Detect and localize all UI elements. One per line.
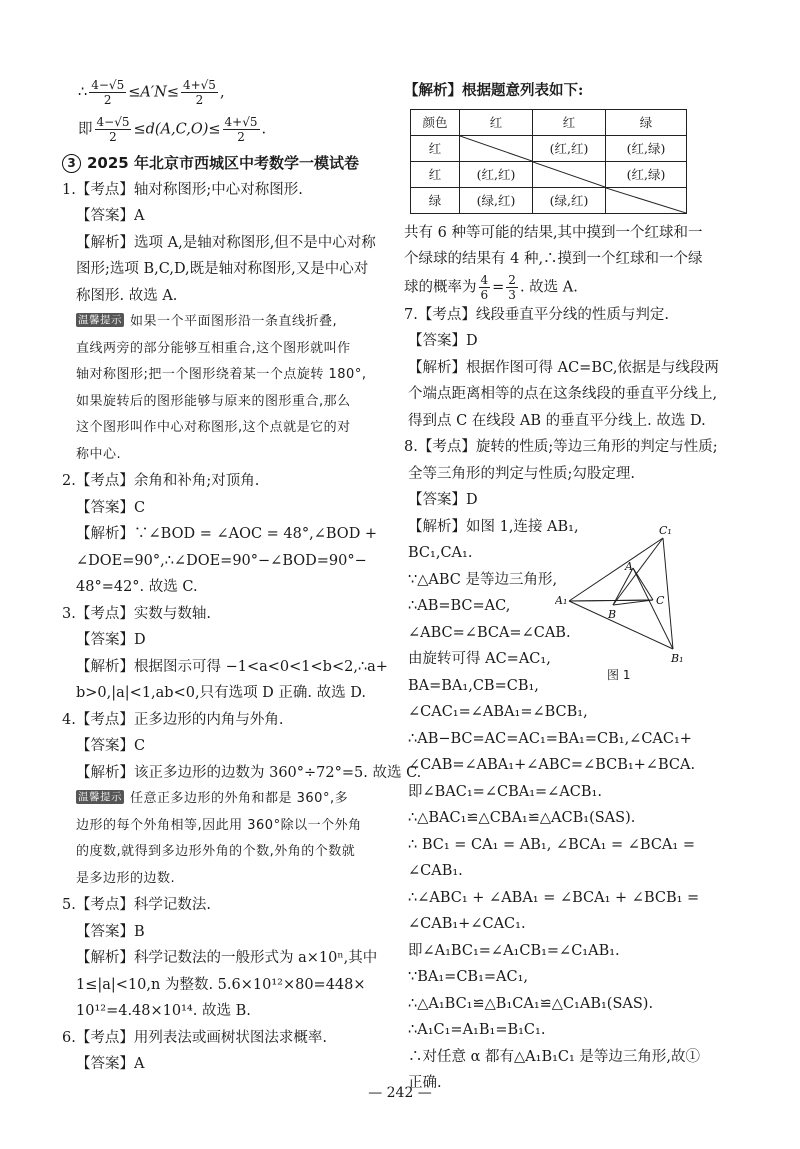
- numerator: 2: [508, 272, 516, 287]
- section-title: 2025 年北京市西城区中考数学一模试卷: [87, 154, 359, 172]
- left-solution-text: [62, 177, 422, 1078]
- table-header-cell: 绿: [606, 109, 687, 135]
- table-diagonal-cell: [606, 187, 687, 213]
- text-line: 【答案】A: [76, 208, 145, 224]
- text-line: ∴△BAC₁≌△CBA₁≌△ACB₁(SAS).: [408, 810, 636, 826]
- text-line: 直线两旁的部分能够互相重合,这个图形就叫作: [76, 340, 351, 356]
- table-row: [411, 161, 687, 187]
- diagonal-line: [460, 136, 532, 161]
- text-line: 个绿球的结果有 4 种,∴摸到一个红球和一个绿: [404, 251, 703, 267]
- label-b1: B₁: [671, 652, 684, 665]
- text-line: 由旋转可得 AC=AC₁,: [408, 651, 551, 667]
- tip-badge: 温馨提示: [78, 791, 122, 803]
- probability-table: [410, 109, 687, 214]
- text-line: 轴对称图形;把一个图形绕着某一个点旋转 180°,: [76, 367, 367, 382]
- tip-badge: 温馨提示: [78, 314, 122, 326]
- fraction: [223, 115, 260, 144]
- text-line: 1≤|a|<10,n 为整数. 5.6×10¹²×80=448×: [76, 976, 366, 993]
- expression: ≤d(A,C,O)≤: [133, 121, 221, 138]
- text-line: 【解析】科学记数法的一般形式为 a×10ⁿ,其中: [76, 950, 378, 966]
- text-line: 【解析】根据作图可得 AC=BC,依据是与线段两: [408, 359, 719, 376]
- text-line: ∠CAC₁=∠ABA₁=∠BCB₁,: [408, 704, 588, 720]
- numerator: 4: [480, 272, 489, 287]
- text-line: ∴AB=BC=AC,: [408, 598, 511, 614]
- label-a1: A₁: [555, 594, 568, 607]
- segment-a-c: [633, 568, 653, 600]
- fraction: [89, 78, 126, 107]
- numerator: 4+√5: [224, 115, 258, 129]
- diagonal-slash: [606, 188, 686, 213]
- text-line: 10¹²=4.48×10¹⁴. 故选 B.: [76, 1003, 251, 1019]
- text-line: [62, 786, 392, 813]
- section-number-badge: 3: [62, 154, 81, 173]
- text-line: 这个图形叫作中心对称图形,这个点就是它的对: [76, 420, 351, 435]
- probability-explanation: [404, 220, 749, 273]
- text-line: 即∠BAC₁=∠CBA₁=∠ACB₁.: [408, 783, 602, 800]
- text-line: ∴对任意 α 都有△A₁B₁C₁ 是等边三角形,故①: [408, 1048, 701, 1065]
- text-line: 【解析】该正多边形的边数为 360°÷72°=5. 故选 C.: [76, 764, 422, 781]
- label-c: C: [656, 594, 665, 607]
- fraction: [506, 273, 518, 302]
- text-line: BA=BA₁,CB=CB₁,: [408, 677, 539, 694]
- table-cell: (红,绿): [606, 161, 687, 187]
- text-line: 得到点 C 在线段 AB 的垂直平分线上. 故选 D.: [408, 412, 706, 429]
- text-line: 个端点距离相等的点在这条线段的垂直平分线上,: [408, 386, 718, 402]
- table-row: [411, 135, 687, 161]
- diagonal-line: [606, 188, 686, 213]
- table-cell: (红,红): [533, 135, 606, 161]
- diagonal-slash: [460, 136, 532, 161]
- punctuation: ,: [219, 84, 225, 101]
- denominator: 6: [480, 287, 489, 302]
- math-inequality-2: [62, 115, 392, 144]
- numerator: 4−√5: [91, 78, 125, 92]
- expression: ≤A′N≤: [128, 84, 179, 101]
- text-line: 【解析】选项 A,是轴对称图形,但不是中心对称: [76, 234, 376, 251]
- text-line: 全等三角形的判定与性质;勾股定理.: [408, 465, 635, 482]
- right-solution-text: [404, 302, 749, 1097]
- figure-caption: 图 1: [607, 668, 631, 682]
- text-line: ∠ABC=∠BCA=∠CAB.: [408, 624, 571, 641]
- text-line: ∠CAB=∠ABA₁+∠ABC=∠BCB₁+∠BCA.: [408, 757, 696, 773]
- text-line: ∵△ABC 是等边三角形,: [408, 571, 558, 588]
- label-b: B: [608, 608, 617, 621]
- text-line: 2.【考点】余角和补角;对顶角.: [62, 473, 260, 489]
- text-line: 【答案】D: [408, 333, 478, 349]
- text-line: 【解析】根据图示可得 −1<a<0<1<b<2,∴a+: [76, 658, 388, 675]
- table-cell: (绿,红): [533, 187, 606, 213]
- punctuation: .: [261, 121, 267, 138]
- text-line: b>0,|a|<1,ab<0,只有选项 D 正确. 故选 D.: [76, 685, 366, 701]
- text-line: ∴AB−BC=AC=AC₁=BA₁=CB₁,∠CAC₁+: [408, 730, 692, 747]
- fraction: [181, 78, 218, 107]
- text-line: ∠CAB₁+∠CAC₁.: [408, 916, 526, 932]
- text-line: 称中心.: [76, 446, 122, 462]
- segment-a1-b1: [569, 601, 673, 649]
- math-inequality-1: [62, 78, 392, 107]
- table-cell: 红: [411, 161, 460, 187]
- text-line: 图形;选项 B,C,D,既是轴对称图形,又是中心对: [76, 261, 369, 277]
- text-line: 称图形. 故选 A.: [76, 287, 178, 304]
- text-line: ∴∠ABC₁ + ∠ABA₁ = ∠BCA₁ + ∠BCB₁ =: [408, 889, 700, 906]
- text-line: 【解析】∵∠BOD = ∠AOC = 48°,∠BOD +: [76, 526, 378, 542]
- text-line: 【答案】A: [76, 1056, 145, 1072]
- table-cell: 绿: [411, 187, 460, 213]
- text-line: 边形的每个外角相等,因此用 360°除以一个外角: [76, 817, 362, 833]
- text-line: 【答案】D: [408, 492, 478, 508]
- text-line: 是多边形的边数.: [76, 870, 176, 886]
- tip-text: 任意正多边形的外角和都是 360°,多: [130, 791, 349, 806]
- table-cell: (绿,红): [460, 187, 533, 213]
- text-line: [62, 309, 392, 336]
- geometry-figure-1: [555, 522, 705, 672]
- text-line: 5.【考点】科学记数法.: [62, 897, 211, 913]
- text-line: 【答案】C: [76, 499, 146, 516]
- table-header-row: [411, 109, 687, 135]
- prob-suffix: . 故选 A.: [519, 279, 578, 295]
- equals-sign: =: [492, 279, 505, 295]
- text-line: 8.【考点】旋转的性质;等边三角形的判定与性质;: [404, 439, 718, 455]
- text-line: ∴△A₁BC₁≌△B₁CA₁≌△C₁AB₁(SAS).: [408, 995, 654, 1012]
- page-number: — 242 —: [368, 1085, 432, 1101]
- table-header-cell: 颜色: [411, 109, 460, 135]
- therefore-symbol: ∴: [78, 84, 88, 101]
- label-c1: C₁: [659, 524, 672, 537]
- denominator: 2: [103, 93, 112, 107]
- text-line: 48°=42°. 故选 C.: [76, 579, 198, 595]
- table-header-cell: 红: [460, 109, 533, 135]
- fraction: [95, 115, 132, 144]
- table-cell: 红: [411, 135, 460, 161]
- text-line: 如果旋转后的图形能够与原来的图形重合,那么: [76, 393, 351, 409]
- text-line: 3.【考点】实数与数轴.: [62, 605, 211, 622]
- prob-prefix: 球的概率为: [404, 279, 477, 295]
- text-line: 【解析】如图 1,连接 AB₁,: [408, 518, 579, 535]
- section-header: [62, 150, 392, 177]
- table-cell: (红,绿): [606, 135, 687, 161]
- tip-text: 如果一个平面图形沿一条直线折叠,: [130, 314, 338, 329]
- text-line: 【答案】B: [76, 923, 145, 940]
- segment-a-b: [613, 568, 633, 605]
- text-line: ∠CAB₁.: [408, 863, 463, 879]
- numerator: 4+√5: [182, 78, 216, 92]
- denominator: 3: [508, 287, 516, 302]
- text-line: 6.【考点】用列表法或画树状图法求概率.: [62, 1029, 327, 1046]
- denominator: 2: [237, 130, 245, 144]
- table-header-cell: 红: [533, 109, 606, 135]
- text-line: 共有 6 种等可能的结果,其中摸到一个红球和一: [404, 224, 703, 241]
- analysis-intro: 【解析】根据题意列表如下:: [404, 82, 584, 99]
- prefix: 即: [78, 121, 93, 138]
- segment-a1-c1: [569, 538, 663, 601]
- denominator: 2: [109, 130, 117, 144]
- text-line: ∴A₁C₁=A₁B₁=B₁C₁.: [408, 1022, 546, 1038]
- text-line: ∴ BC₁ = CA₁ = AB₁, ∠BCA₁ = ∠BCA₁ =: [408, 836, 695, 853]
- text-line: ∵BA₁=CB₁=AC₁,: [408, 969, 529, 985]
- table-diagonal-cell: [460, 135, 533, 161]
- text-line: 7.【考点】线段垂直平分线的性质与判定.: [404, 306, 669, 323]
- text-line: BC₁,CA₁.: [408, 545, 473, 561]
- table-row: [411, 187, 687, 213]
- text-line: ∠DOE=90°,∴∠DOE=90°−∠BOD=90°−: [76, 552, 367, 569]
- denominator: 2: [195, 93, 204, 107]
- diagonal-line: [533, 162, 605, 187]
- table-diagonal-cell: [533, 161, 606, 187]
- text-line: 即∠A₁BC₁=∠A₁CB₁=∠C₁AB₁.: [408, 942, 620, 959]
- probability-result: [404, 273, 749, 302]
- text-line: 的度数,就得到多边形外角的个数,外角的个数就: [76, 844, 356, 859]
- text-line: 4.【考点】正多边形的内角与外角.: [62, 711, 284, 728]
- text-line: 正确.: [408, 1075, 442, 1091]
- fraction: [479, 273, 491, 302]
- table-cell: (红,红): [460, 161, 533, 187]
- text-line: 【答案】C: [76, 738, 146, 754]
- label-a: A: [625, 560, 633, 573]
- numerator: 4−√5: [96, 115, 130, 129]
- text-line: 1.【考点】轴对称图形;中心对称图形.: [62, 181, 303, 198]
- text-line: 【答案】D: [76, 632, 146, 648]
- left-column: [62, 78, 422, 1078]
- segment-c-a1: [569, 600, 653, 601]
- diagonal-slash: [533, 162, 605, 187]
